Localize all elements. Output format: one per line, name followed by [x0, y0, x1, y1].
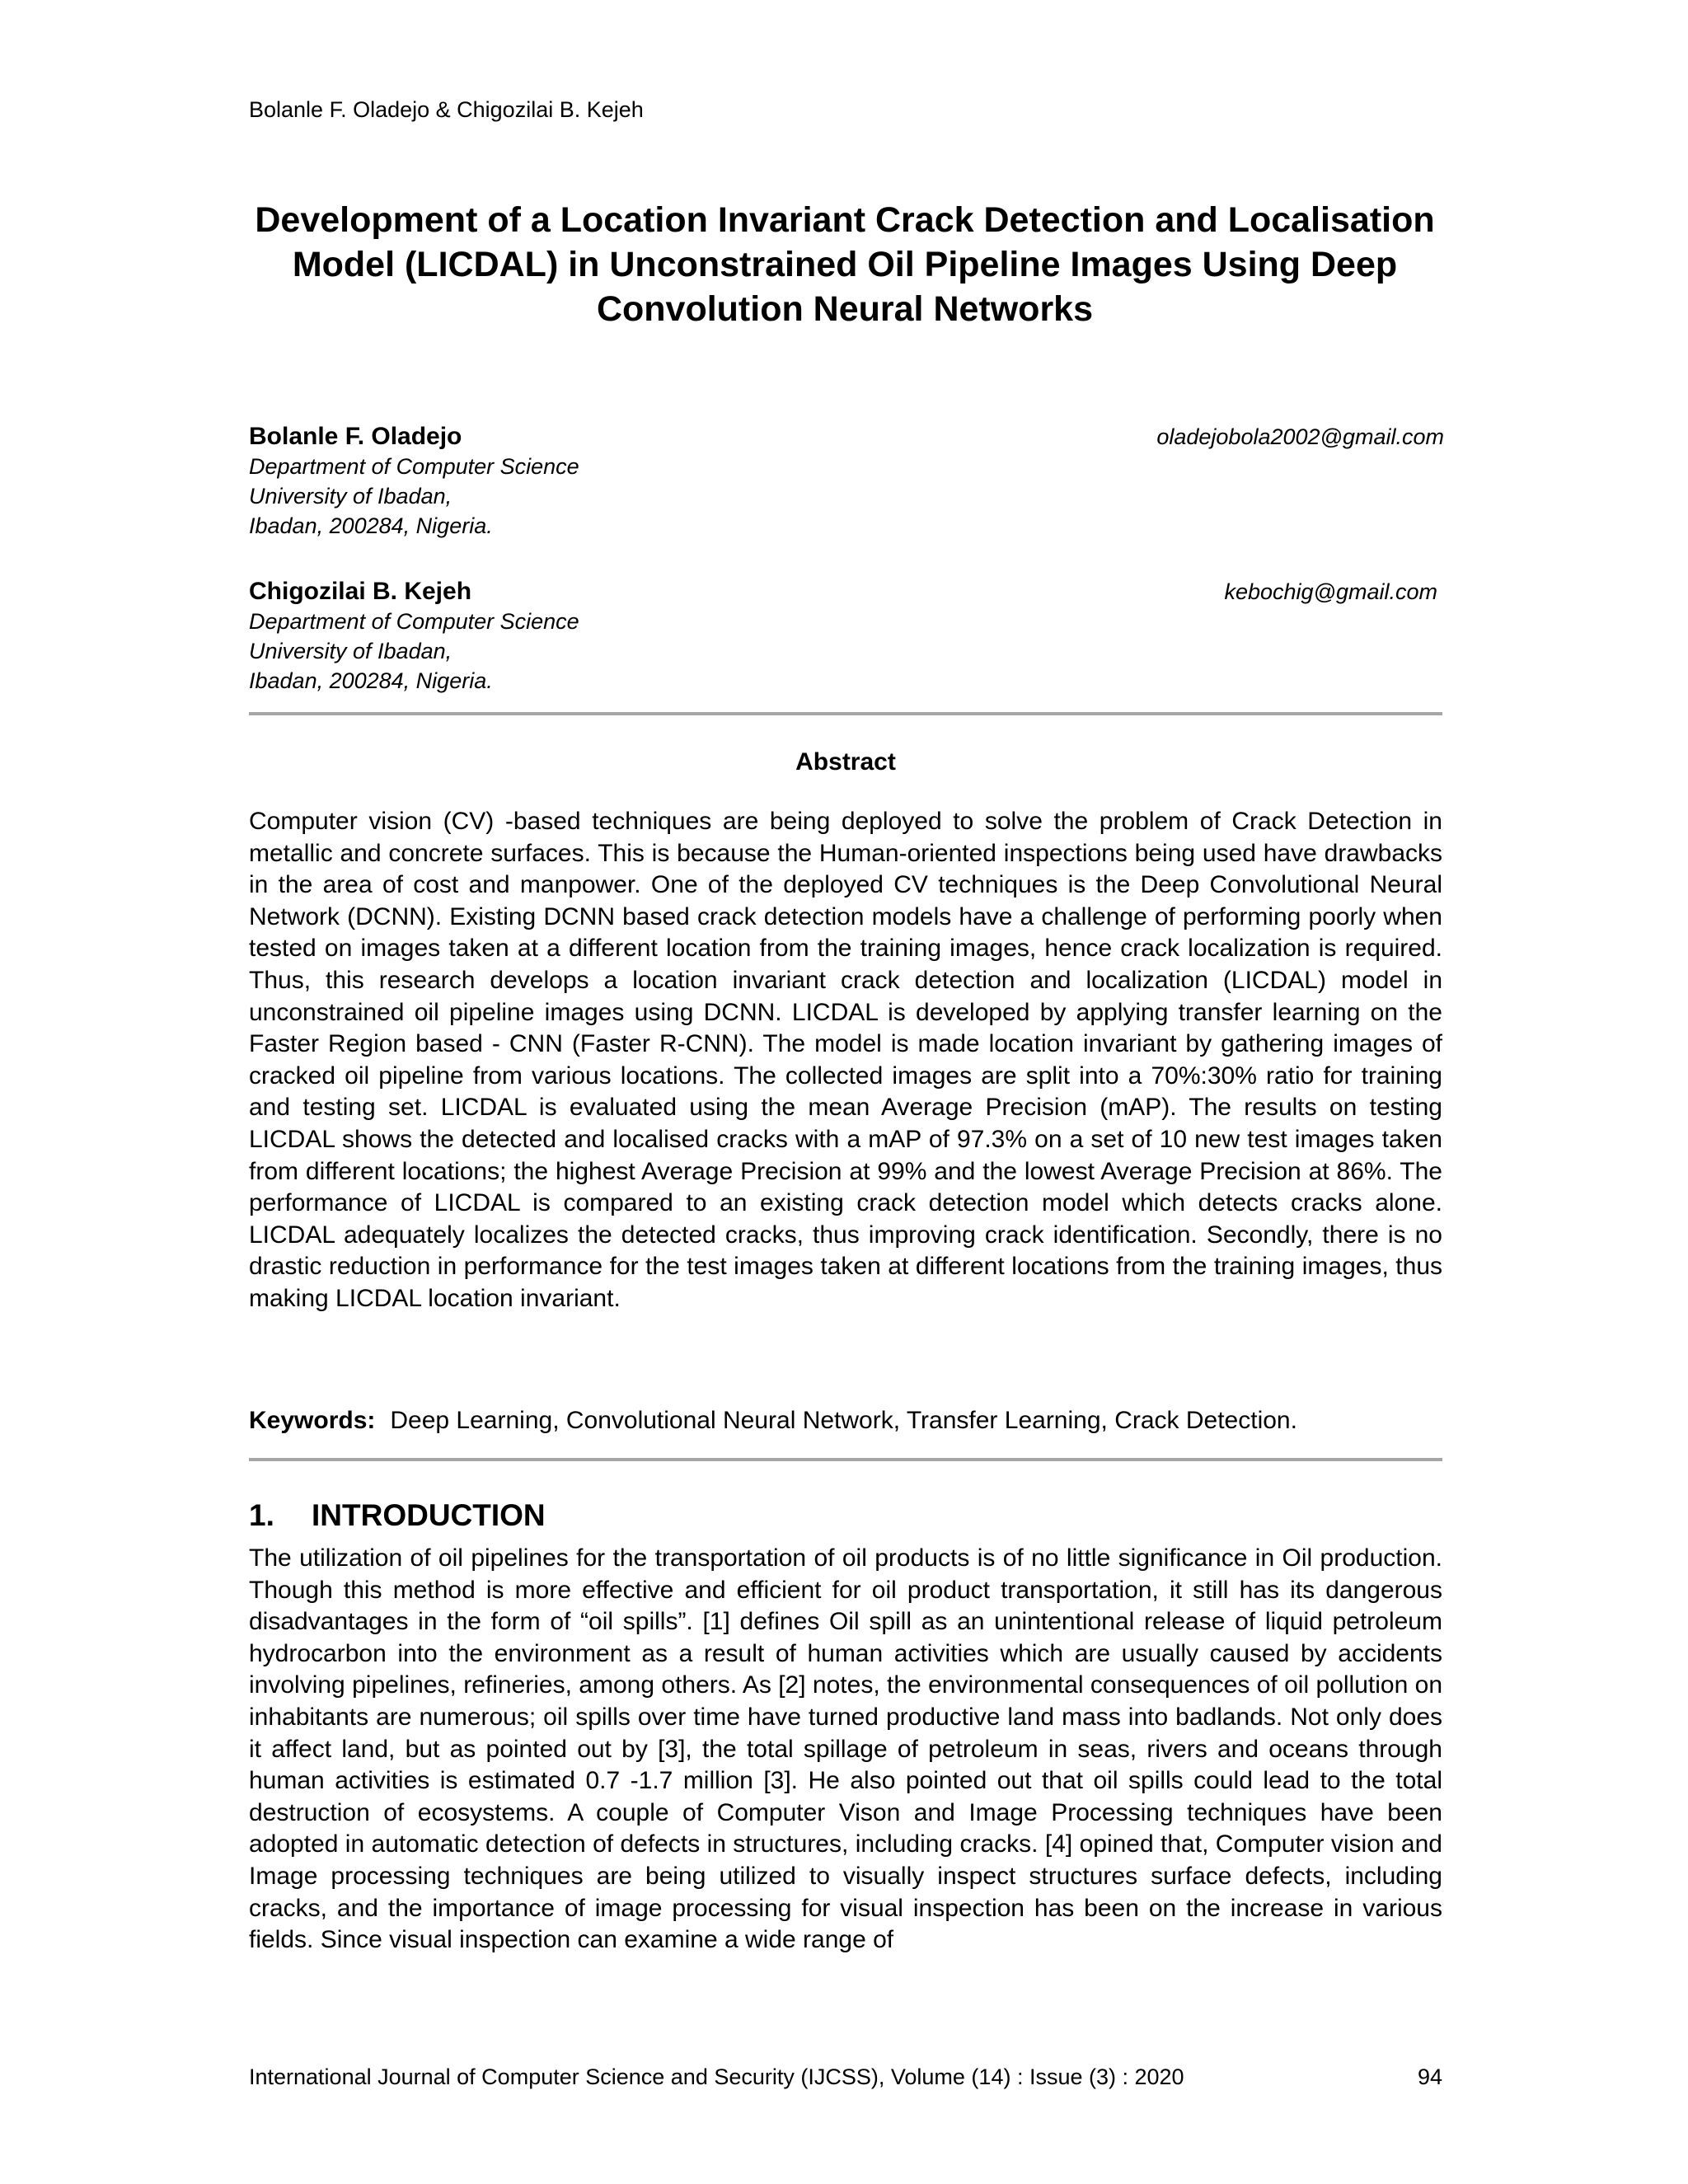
running-head: Bolanle F. Oladejo & Chigozilai B. Kejeh	[249, 97, 644, 122]
author-address: Ibadan, 200284, Nigeria.	[249, 513, 493, 538]
abstract-heading: Abstract	[795, 748, 896, 776]
paper-title: Development of a Location Invariant Crack Detection and Localisation Model (LICDAL) in Unconstrained Oil Pipeline Images Using Deep Convolution Neural Networks	[255, 200, 1435, 329]
author-name: Chigozilai B. Kejeh	[249, 578, 472, 605]
keywords-text: Deep Learning, Convolutional Neural Network, Transfer Learning, Crack Detection.	[390, 1407, 1297, 1434]
introduction-text: The utilization of oil pipelines for the transportation of oil products is of no little significance in Oil production. Though this method is more effective and efficient for oil product transportation, it still has its dangerous disadvantages in the form of “oil spills”. [1] defines Oil spill as an unintentional release of liquid petroleum hydrocarbon into the environment as a result of human activities which are usually caused by accidents involving pipelines, refineries, among others. As [2] notes, the environmental consequences of oil pollution on inhabitants are numerous; oil spills over time have turned productive land mass into badlands. Not only does it affect land, but as pointed out by [3], the total spillage of petroleum in seas, rivers and oceans through human activities is estimated 0.7 -1.7 million [3]. He also pointed out that oil spills could lead to the total destruction of ecosystems. A couple of Computer Vison and Image Processing techniques have been adopted in automatic detection of defects in structures, including cracks. [4] opined that, Computer vision and Image processing techniques are being utilized to visually inspect structures surface defects, including cracks, and the importance of image processing for visual inspection has been on the increase in various fields. Since visual inspection can examine a wide range of	[249, 1544, 1442, 1954]
author-address: Ibadan, 200284, Nigeria.	[249, 668, 493, 693]
author-department: Department of Computer Science	[249, 609, 579, 634]
author-email: kebochig@gmail.com	[1224, 579, 1437, 604]
keywords-label: Keywords:	[249, 1407, 376, 1434]
section-number: 1.	[249, 1498, 274, 1532]
journal-citation: International Journal of Computer Science and Security (IJCSS), Volume (14) : Issue (3) : 2020	[249, 2064, 1184, 2089]
author-university: University of Ibadan,	[249, 484, 452, 509]
page-footer	[249, 2064, 1442, 2090]
author-block	[249, 577, 1444, 696]
divider	[249, 712, 1442, 715]
author-department: Department of Computer Science	[249, 454, 579, 479]
author-university: University of Ibadan,	[249, 639, 452, 663]
divider	[249, 1458, 1442, 1461]
author-email: oladejobola2002@gmail.com	[1156, 424, 1444, 449]
page-number: 94	[1417, 2064, 1442, 2089]
keywords	[249, 1405, 1442, 1436]
author-name: Bolanle F. Oladejo	[249, 423, 462, 450]
section-title: INTRODUCTION	[312, 1498, 546, 1532]
section-heading	[249, 1498, 546, 1533]
author-block	[249, 422, 1444, 541]
abstract-text: Computer vision (CV) -based techniques are being deployed to solve the problem of Crack Detection in metallic and concrete surfaces. This is because the Human-oriented inspections being used have drawbacks in the area of cost and manpower. One of the deployed CV techniques is the Deep Convolutional Neural Network (DCNN). Existing DCNN based crack detection models have a challenge of performing poorly when tested on images taken at a different location from the training images, hence crack localization is required. Thus, this research develops a location invariant crack detection and localization (LICDAL) model in unconstrained oil pipeline images using DCNN. LICDAL is developed by applying transfer learning on the Faster Region based - CNN (Faster R-CNN). The model is made location invariant by gathering images of cracked oil pipeline from various locations. The collected images are split into a 70%:30% ratio for training and testing set. LICDAL is evaluated using the mean Average Precision (mAP). The results on testing LICDAL shows the detected and localised cracks with a mAP of 97.3% on a set of 10 new test images taken from different locations; the highest Average Precision at 99% and the lowest Average Precision at 86%. The performance of LICDAL is compared to an existing crack detection model which detects cracks alone. LICDAL adequately localizes the detected cracks, thus improving crack identification. Secondly, there is no drastic reduction in performance for the test images taken at different locations from the training images, thus making LICDAL location invariant.	[249, 808, 1442, 1312]
